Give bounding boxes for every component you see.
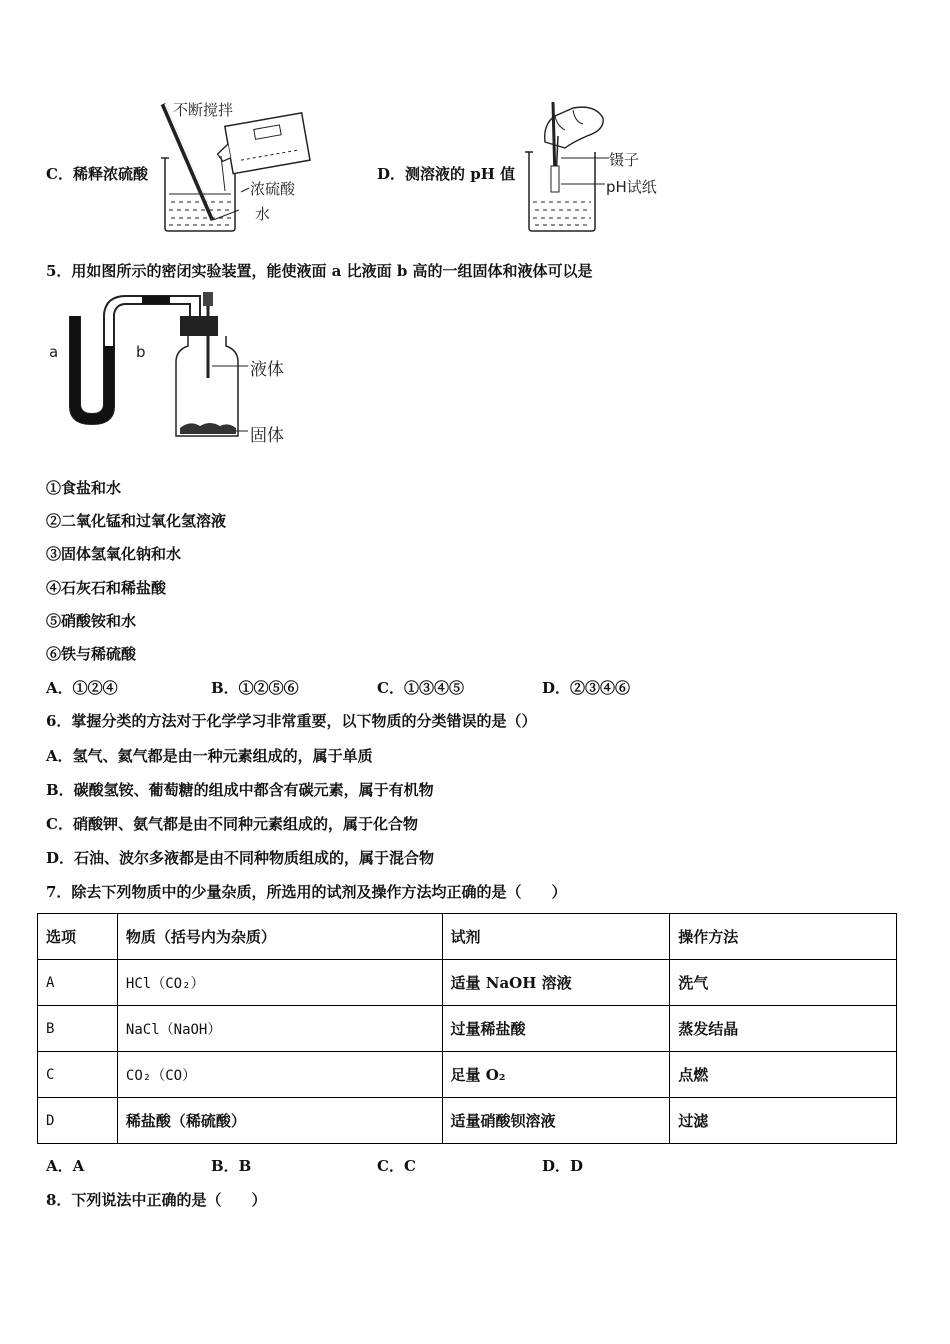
q6-option-d: D．石油、波尔多液都是由不同种物质组成的，属于混合物 xyxy=(46,849,435,867)
q6-option-c: C．硝酸钾、氨气都是由不同种元素组成的，属于化合物 xyxy=(46,815,418,833)
q8-stem: 8．下列说法中正确的是（ ） xyxy=(46,1191,267,1209)
q5-choice-b: B．①②⑤⑥ xyxy=(211,679,299,697)
table-cell: C xyxy=(38,1052,118,1098)
q5-choice-a: A．①②④ xyxy=(46,679,118,697)
q7-choice-d: D．D xyxy=(542,1157,584,1175)
stopper xyxy=(180,316,218,336)
q7-choice-b: B．B xyxy=(211,1157,252,1175)
table-header: 选项 xyxy=(38,914,118,960)
q6-stem: 6．掌握分类的方法对于化学学习非常重要，以下物质的分类错误的是（） xyxy=(46,712,537,730)
q5-item-2: ②二氧化锰和过氧化氢溶液 xyxy=(46,512,227,530)
acid-bottle xyxy=(225,113,310,174)
q7-choice-c: C．C xyxy=(377,1157,416,1175)
table-cell: 稀盐酸（稀硫酸） xyxy=(117,1098,442,1144)
table-cell: D xyxy=(38,1098,118,1144)
q4-option-d: D．测溶液的 pH 值 xyxy=(377,165,516,183)
q5-stem: 5．用如图所示的密闭实验装置，能使液面 a 比液面 b 高的一组固体和液体可以是 xyxy=(46,262,593,280)
fig-c-stir-label: 不断搅拌 xyxy=(173,101,234,119)
fig5-label-b: b xyxy=(136,343,146,361)
table-cell: 点燃 xyxy=(670,1052,897,1098)
glass-rod xyxy=(163,104,213,220)
table-row xyxy=(38,1098,897,1144)
table-row xyxy=(38,1006,897,1052)
table-cell: 过滤 xyxy=(670,1098,897,1144)
q7-stem: 7．除去下列物质中的少量杂质，所选用的试剂及操作方法均正确的是（ ） xyxy=(46,883,567,901)
table-cell: 蒸发结晶 xyxy=(670,1006,897,1052)
table-header: 操作方法 xyxy=(670,914,897,960)
fig-d-tweezers-label: 镊子 xyxy=(609,151,640,169)
table-cell: CO₂（CO） xyxy=(117,1052,442,1098)
beaker xyxy=(529,152,595,231)
table-header-row xyxy=(38,914,897,960)
table-cell: 洗气 xyxy=(670,960,897,1006)
q7-table xyxy=(37,913,897,1144)
table-row xyxy=(38,960,897,1006)
q5-choice-c: C．①③④⑤ xyxy=(377,679,464,697)
table-cell: 适量 NaOH 溶液 xyxy=(442,960,670,1006)
q5-item-4: ④石灰石和稀盐酸 xyxy=(46,579,167,597)
table-cell: NaCl（NaOH） xyxy=(117,1006,442,1052)
fig-c-water-label: 水 xyxy=(255,205,271,223)
fig-c-acid-label: 浓硫酸 xyxy=(250,180,296,198)
table-cell: HCl（CO₂） xyxy=(117,960,442,1006)
q7-choice-a: A．A xyxy=(46,1157,85,1175)
q5-item-6: ⑥铁与稀硫酸 xyxy=(46,645,137,663)
table-header: 物质（括号内为杂质） xyxy=(117,914,442,960)
q4-option-c: C．稀释浓硫酸 xyxy=(46,165,148,183)
fig5-solid-label: 固体 xyxy=(250,426,284,446)
table-cell: B xyxy=(38,1006,118,1052)
table-cell: 足量 O₂ xyxy=(442,1052,670,1098)
q6-option-b: B．碳酸氢铵、葡萄糖的组成中都含有碳元素，属于有机物 xyxy=(46,781,434,799)
table-row xyxy=(38,1052,897,1098)
q6-option-a: A．氢气、氦气都是由一种元素组成的，属于单质 xyxy=(46,747,373,765)
q5-choice-d: D．②③④⑥ xyxy=(542,679,631,697)
table-header: 试剂 xyxy=(442,914,670,960)
q5-item-3: ③固体氢氧化钠和水 xyxy=(46,545,182,563)
q5-item-1: ①食盐和水 xyxy=(46,479,122,497)
fig5-liquid-label: 液体 xyxy=(250,360,284,380)
q5-item-5: ⑤硝酸铵和水 xyxy=(46,612,137,630)
table-cell: 适量硝酸钡溶液 xyxy=(442,1098,670,1144)
table-cell: A xyxy=(38,960,118,1006)
fig-d-paper-label: pH试纸 xyxy=(606,178,657,196)
table-cell: 过量稀盐酸 xyxy=(442,1006,670,1052)
fig5-label-a: a xyxy=(49,343,59,361)
ph-paper xyxy=(551,166,559,192)
